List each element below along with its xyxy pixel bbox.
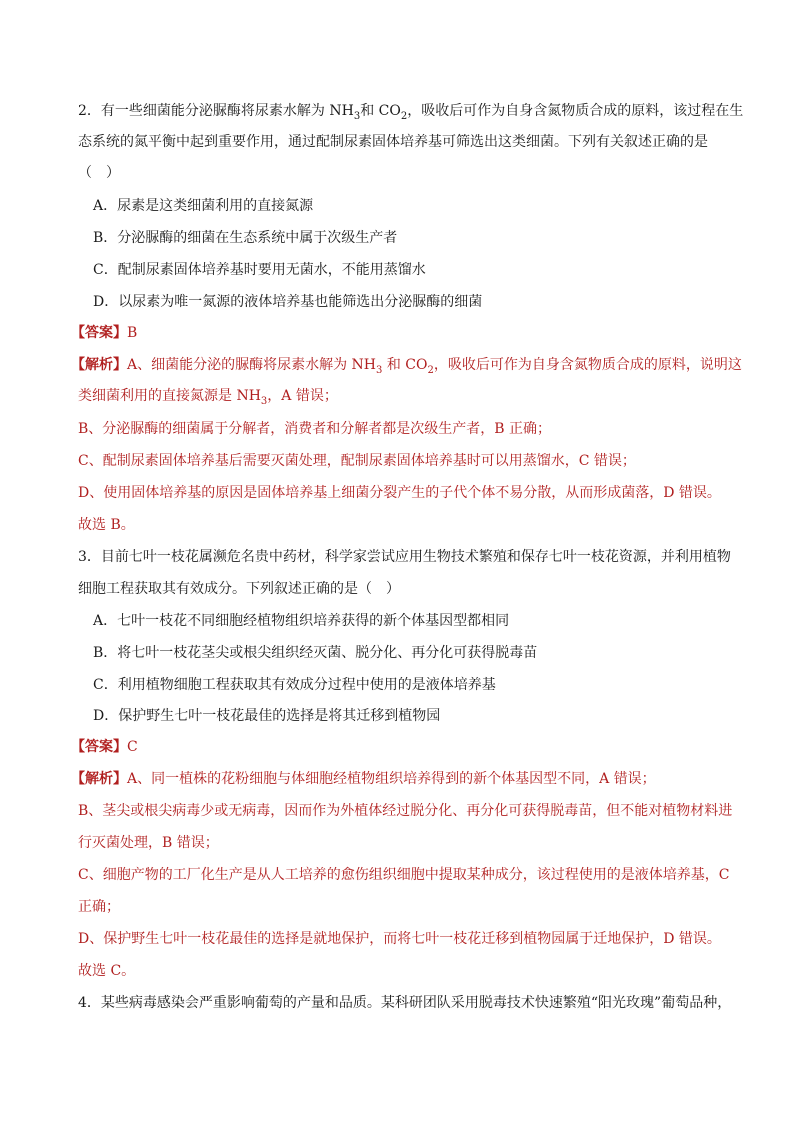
- answer-tag: 【答案】: [71, 325, 127, 341]
- q3-option-a: A．七叶一枝花不同细胞经植物组织培养获得的新个体基因型都相同: [93, 613, 510, 629]
- q4-stem-line-1: 4．某些病毒感染会严重影响葡萄的产量和品质。某科研团队采用脱毒技术快速繁殖“阳光玫瑰”葡萄品种，: [78, 995, 732, 1011]
- answer-tag: 【答案】: [71, 739, 127, 755]
- q2-analysis-line-2: 类细菌利用的直接氮源是 $NH_3$，A 错误；: [78, 388, 338, 407]
- q2-analysis-line-5: D、使用固体培养基的原因是固体培养基上细菌分裂产生的子代个体不易分散，从而形成菌落，D 错误。: [78, 485, 721, 501]
- q2-option-d: D．以尿素为唯一氮源的液体培养基也能筛选出分泌脲酶的细菌: [93, 294, 483, 310]
- q3-answer: [71, 737, 138, 757]
- q2-stem-line-3: （ ）: [78, 165, 120, 181]
- q3-analysis-line-6: D、保护野生七叶一枝花最佳的选择是就地保护，而将七叶一枝花迁移到植物园属于迁地保护，D 错误。: [78, 931, 721, 947]
- q2-analysis-line-3: B、分泌脲酶的细菌属于分解者，消费者和分解者都是次级生产者，B 正确；: [78, 421, 552, 437]
- q3-analysis-line-1: 【解析】A、同一植株的花粉细胞与体细胞经植物组织培养得到的新个体基因型不同，A 错误；: [71, 771, 656, 787]
- q2-option-c: C．配制尿素固体培养基时要用无菌水，不能用蒸馏水: [93, 262, 426, 278]
- q3-option-d: D．保护野生七叶一枝花最佳的选择是将其迁移到植物园: [93, 708, 441, 724]
- q3-option-b: B．将七叶一枝花茎尖或根尖组织经灭菌、脱分化、再分化可获得脱毒苗: [93, 645, 538, 661]
- q3-conclusion: 故选 C。: [78, 963, 136, 979]
- q3-analysis-line-3: 行灭菌处理，B 错误；: [78, 835, 219, 851]
- q3-option-c: C．利用植物细胞工程获取其有效成分过程中使用的是液体培养基: [93, 677, 496, 693]
- q3-analysis-line-4: C、细胞产物的工厂化生产是从人工培养的愈伤组织细胞中提取某种成分，该过程使用的是液体培养基，C: [78, 867, 730, 883]
- analysis-tag: 【解析】: [71, 771, 127, 787]
- q2-stem-line-2: 态系统的氮平衡中起到重要作用，通过配制尿素固体培养基可筛选出这类细菌。下列有关叙述正确的是: [78, 134, 708, 150]
- q3-stem-line-1: 3．目前七叶一枝花属濒危名贵中药材，科学家尝试应用生物技术繁殖和保存七叶一枝花资源，并利用植物: [78, 549, 731, 565]
- q2-answer: [71, 323, 137, 343]
- q2-analysis-line-4: C、配制尿素固体培养基后需要灭菌处理，配制尿素固体培养基时可以用蒸馏水，C 错误；: [78, 453, 636, 469]
- q2-conclusion: 故选 B。: [78, 517, 135, 533]
- answer-value: B: [127, 325, 138, 341]
- q3-analysis-line-2: B、茎尖或根尖病毒少或无病毒，因而作为外植体经过脱分化、再分化可获得脱毒苗，但不能对植物材料进: [78, 803, 733, 819]
- answer-value: C: [127, 739, 138, 755]
- analysis-tag: 【解析】: [71, 357, 127, 373]
- q2-option-b: B．分泌脲酶的细菌在生态系统中属于次级生产者: [93, 230, 398, 246]
- q3-analysis-line-5: 正确；: [78, 899, 120, 915]
- q2-stem-line-1: 2．有一些细菌能分泌脲酶将尿素水解为 $NH_3$和 $CO_2$，吸收后可作为自身含氮物质合成的原料，该过程在生: [78, 103, 744, 122]
- q2-analysis-line-1: 【解析】A、细菌能分泌的脲酶将尿素水解为 $NH_3$ 和 $CO_2$，吸收后可作为自身含氮物质合成的原料，说明这: [71, 357, 742, 376]
- q3-stem-line-2: 细胞工程获取其有效成分。下列叙述正确的是（ ）: [78, 581, 400, 597]
- q2-option-a: A．尿素是这类细菌利用的直接氮源: [93, 198, 314, 214]
